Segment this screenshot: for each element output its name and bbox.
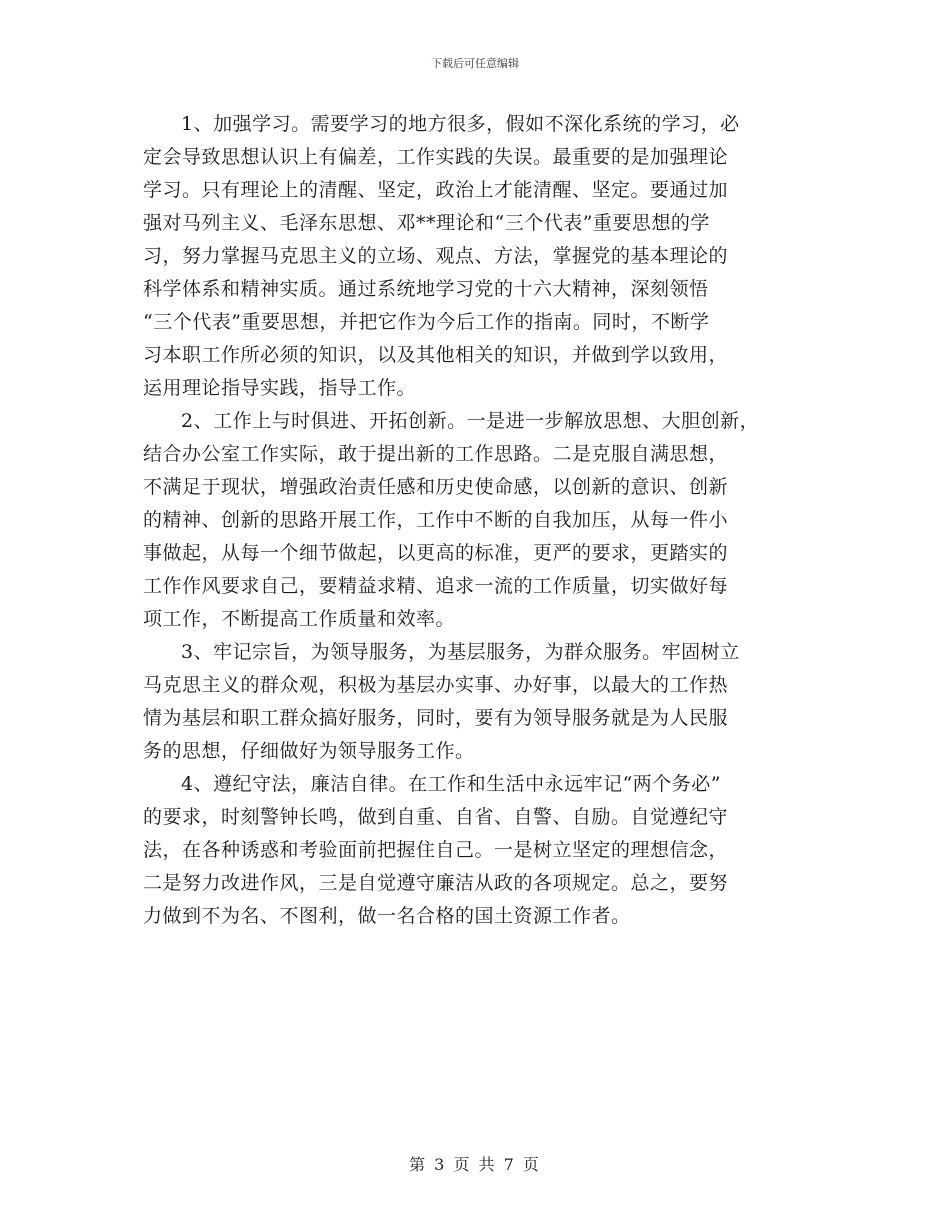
text-line: 马克思主义的群众观，积极为基层办实事、办好事，以最大的工作热 [143,674,729,696]
text-line: 力做到不为名、不图利，做一名合格的国土资源工作者。 [143,905,631,927]
text-line: 习，努力掌握马克思主义的立场、观点、方法，掌握党的基本理论的 [143,245,729,267]
text-line: 务的思想，仔细做好为领导服务工作。 [143,740,475,762]
text-line: 不满足于现状，增强政治责任感和历史使命感，以创新的意识、创新 [143,476,729,498]
text-line: 项工作，不断提高工作质量和效率。 [143,608,456,630]
text-line: 3、牢记宗旨，为领导服务，为基层服务，为群众服务。牢固树立 [181,641,740,663]
text-line: 2、工作上与时俱进、开拓创新。一是进一步解放思想、大胆创新， [181,410,760,432]
text-line: 1、加强学习。需要学习的地方很多，假如不深化系统的学习，必 [181,113,740,135]
text-line: 事做起，从每一个细节做起，以更高的标准，更严的要求，更踏实的 [143,542,729,564]
text-line: 的精神、创新的思路开展工作，工作中不断的自我加压，从每一件小 [143,509,729,531]
text-line: 运用理论指导实践，指导工作。 [143,377,417,399]
text-line: 的要求，时刻警钟长鸣，做到自重、自省、自警、自励。自觉遵纪守 [143,806,729,828]
document-body [143,108,833,933]
text-line: 情为基层和职工群众搞好服务，同时，要有为领导服务就是为人民服 [143,707,729,729]
text-line: 法，在各种诱惑和考验面前把握住自己。一是树立坚定的理想信念， [143,839,729,861]
text-line: 强对马列主义、毛泽东思想、邓**理论和“三个代表”重要思想的学 [143,212,710,234]
page-number: 第 3 页 共 7 页 [409,1155,541,1174]
text-line: 习本职工作所必须的知识，以及其他相关的知识，并做到学以致用， [143,344,729,366]
text-line: 二是努力改进作风，三是自觉遵守廉洁从政的各项规定。总之，要努 [143,872,729,894]
text-line: 定会导致思想认识上有偏差，工作实践的失误。最重要的是加强理论 [143,146,729,168]
text-line: “三个代表”重要思想，并把它作为今后工作的指南。同时，不断学 [143,311,710,333]
text-line: 学习。只有理论上的清醒、坚定，政治上才能清醒、坚定。要通过加 [143,179,729,201]
text-line: 4、遵纪守法，廉洁自律。在工作和生活中永远牢记“两个务必” [181,773,722,795]
page-header: 下载后可任意编辑 [431,57,519,70]
text-line: 工作作风要求自己，要精益求精、追求一流的工作质量，切实做好每 [143,575,729,597]
text-line: 结合办公室工作实际，敢于提出新的工作思路。二是克服自满思想， [143,443,729,465]
text-line: 科学体系和精神实质。通过系统地学习党的十六大精神，深刻领悟 [143,278,709,300]
